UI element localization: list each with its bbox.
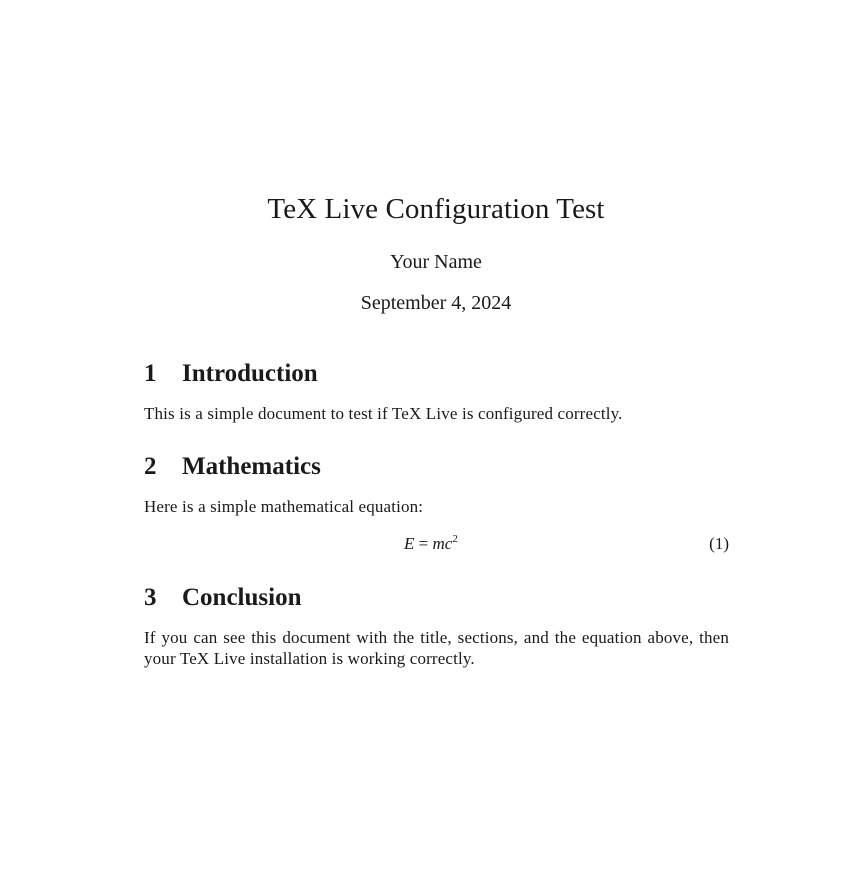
conclusion-paragraph: If you can see this document with the title, sections, and the equation above, then your TeX Live installation is working correctly. xyxy=(144,628,729,668)
section-title: Conclusion xyxy=(182,584,302,611)
section-title: Mathematics xyxy=(182,453,321,480)
document-title: TeX Live Configuration Test xyxy=(267,193,605,225)
equation-number: (1) xyxy=(709,534,729,553)
mathematics-paragraph: Here is a simple mathematical equation: xyxy=(144,497,424,516)
section-number: 3 xyxy=(144,584,157,611)
section-number: 1 xyxy=(144,360,157,387)
equation-rhs-base: mc xyxy=(432,534,453,553)
introduction-paragraph: This is a simple document to test if TeX Live is configured correctly. xyxy=(144,404,623,423)
equation-lhs: E xyxy=(404,534,415,553)
equation xyxy=(404,532,458,556)
equation-block xyxy=(144,532,729,556)
section-heading-conclusion xyxy=(144,583,301,613)
equation-equals: = xyxy=(414,534,433,553)
section-title: Introduction xyxy=(182,360,318,387)
section-heading-introduction xyxy=(144,359,318,389)
document-date: September 4, 2024 xyxy=(360,292,512,314)
section-number: 2 xyxy=(144,453,157,480)
section-heading-mathematics xyxy=(144,452,321,482)
equation-exponent: 2 xyxy=(452,533,458,545)
document-author: Your Name xyxy=(390,251,482,273)
